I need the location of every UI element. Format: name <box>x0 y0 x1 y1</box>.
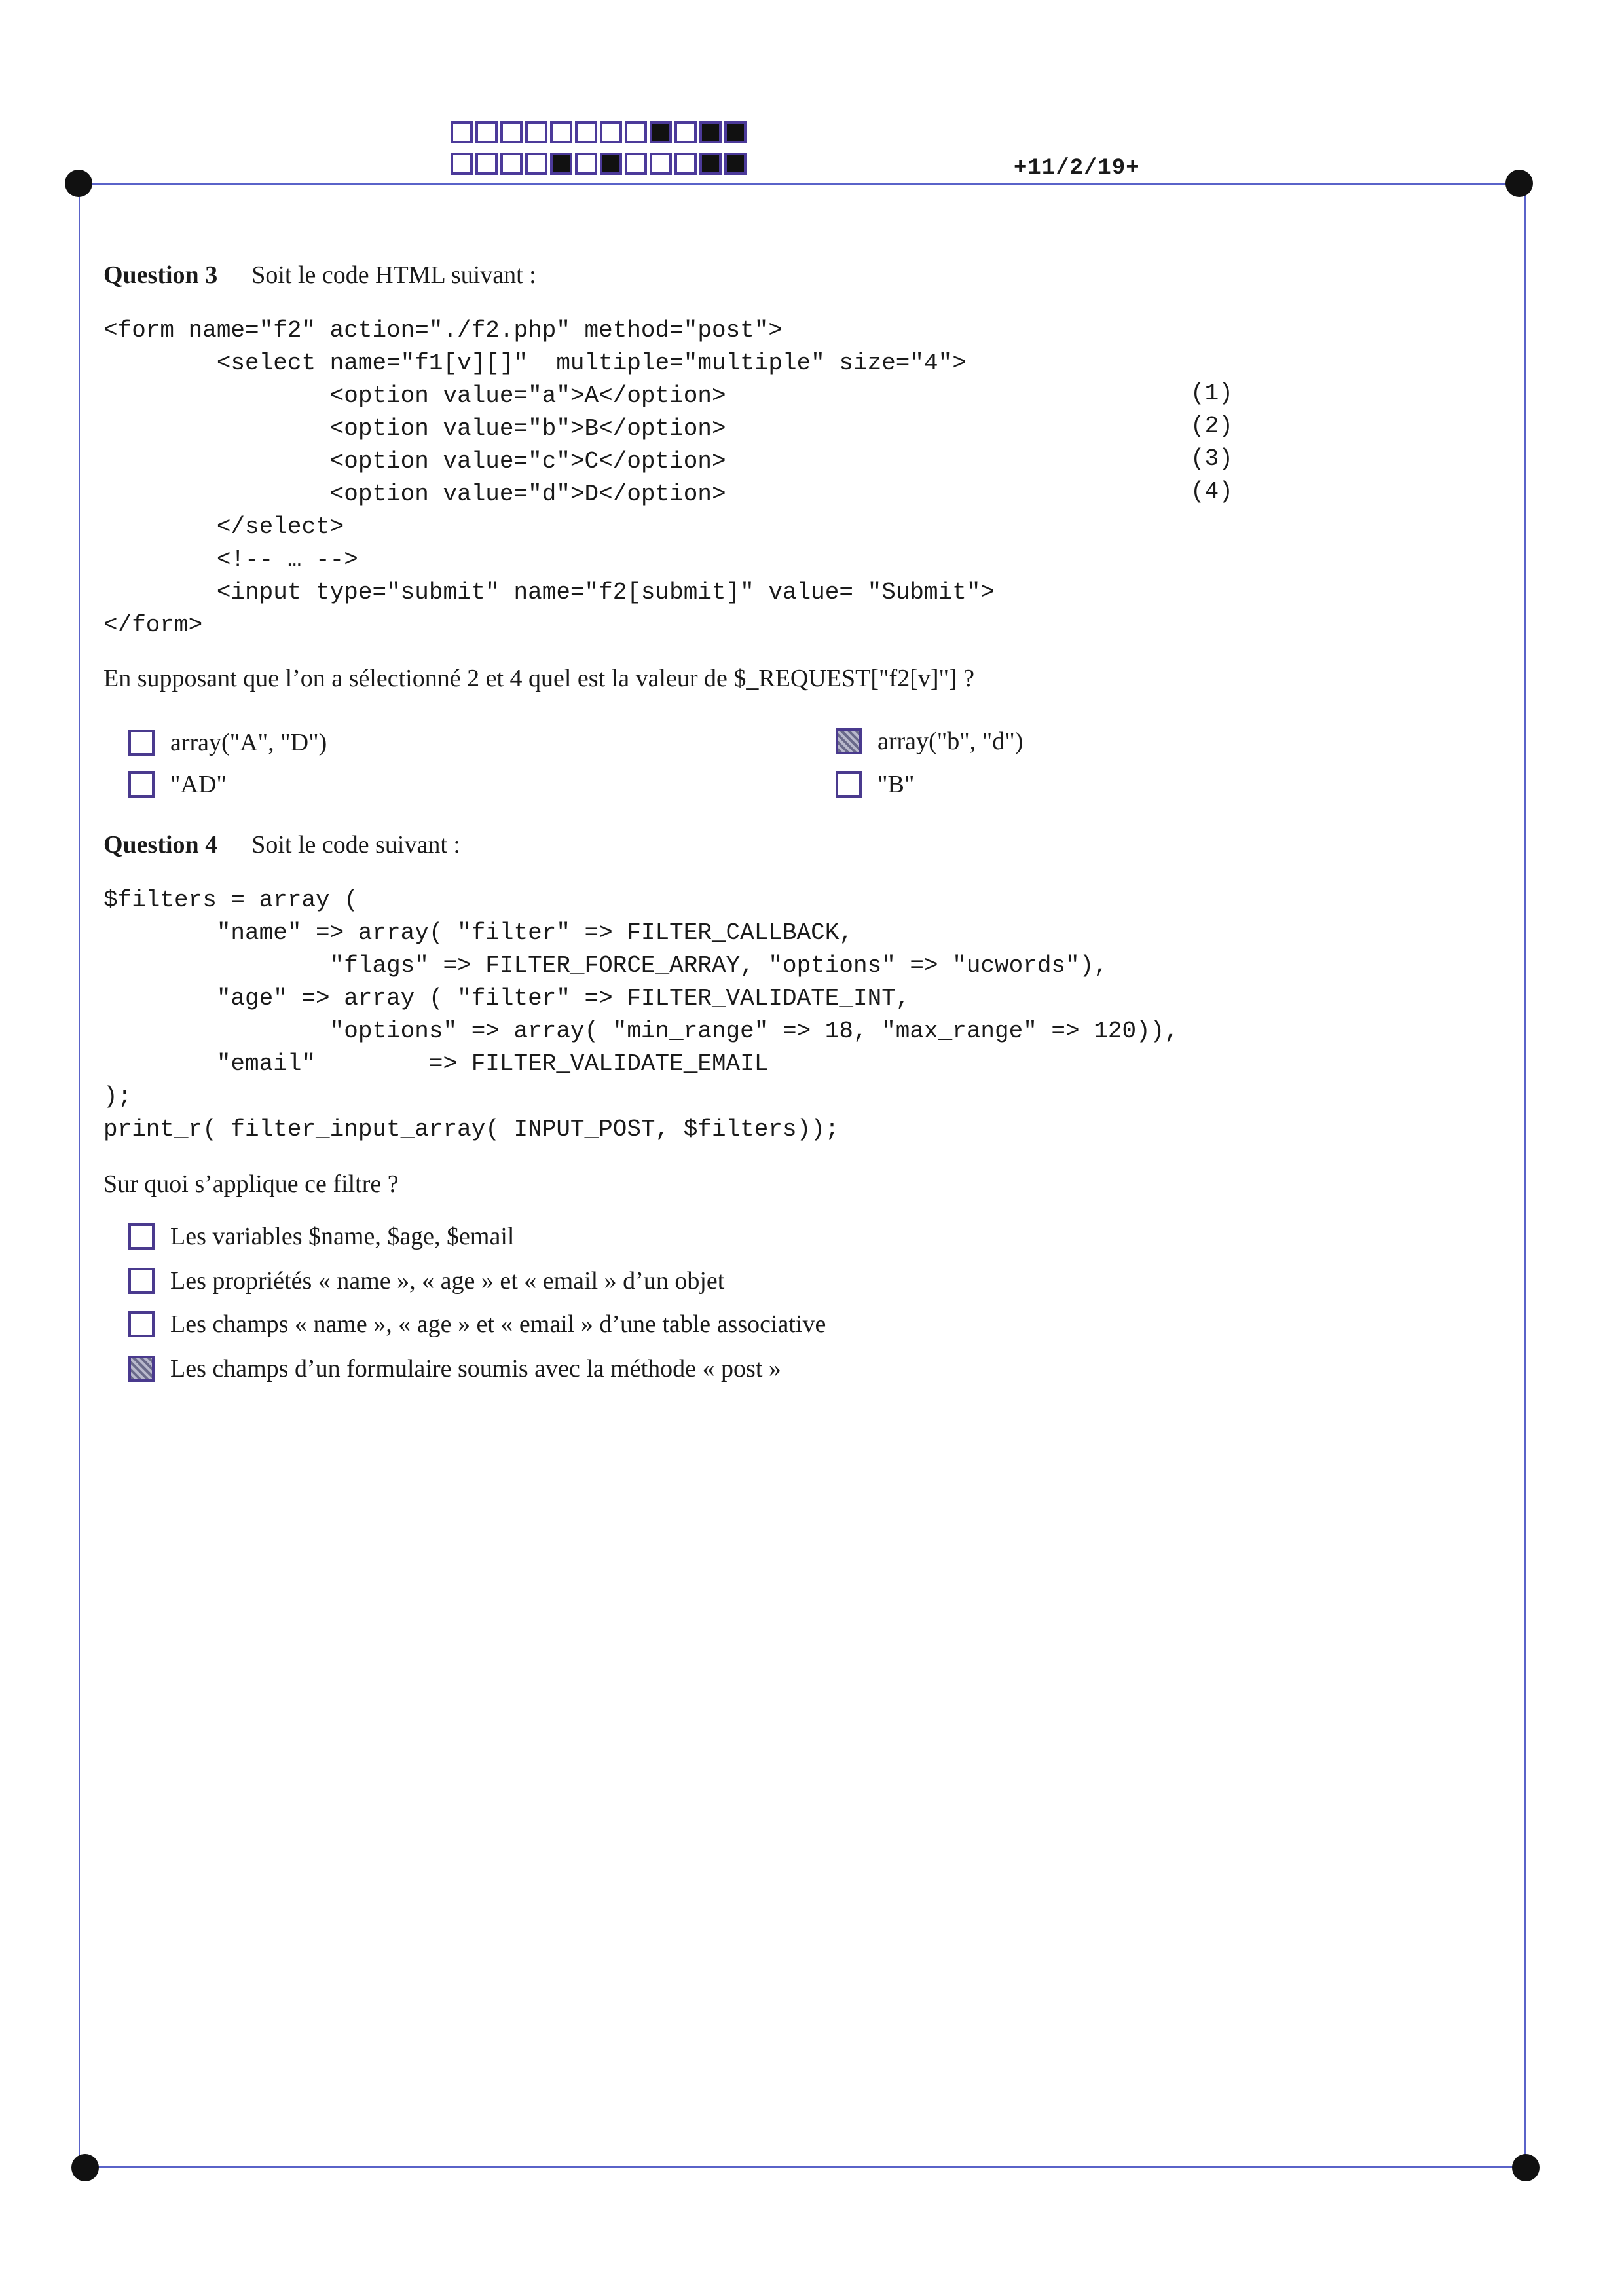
registration-mark-top-right <box>1505 170 1533 197</box>
code-cell <box>625 153 647 175</box>
line-number: (2) <box>1190 413 1233 439</box>
question-number: Question 3 <box>103 261 218 289</box>
registration-mark-bottom-left <box>71 2154 99 2181</box>
answer-label: "B" <box>877 771 915 798</box>
answer-option[interactable] <box>128 1267 724 1295</box>
code-cell <box>451 153 473 175</box>
question-3-code: <form name="f2" action="./f2.php" method="post"> <select name="f1[v][]" multiple="multiple" size="4"> <option value="a">A</option> <option value="b">B</option> <option value="c">C</option> <option value="d">D</option> </select> <!-- … --> <input type="submit" name="f2[submit]" value= "Submit"> </form> <box>103 317 995 639</box>
code-cell <box>525 153 547 175</box>
answer-option[interactable] <box>128 728 327 757</box>
code-cell <box>625 121 647 143</box>
checkbox[interactable] <box>128 1311 155 1337</box>
code-cell <box>724 121 747 143</box>
answer-label: Les champs d’un formulaire soumis avec la méthode « post » <box>170 1355 781 1382</box>
code-cell <box>650 121 672 143</box>
question-4-heading <box>103 830 460 859</box>
question-number: Question 4 <box>103 831 218 859</box>
checkbox[interactable] <box>836 728 862 754</box>
code-cell <box>575 153 597 175</box>
page-code-row-2 <box>451 153 747 175</box>
code-cell <box>650 153 672 175</box>
answer-option[interactable] <box>836 770 914 799</box>
checkbox[interactable] <box>128 1356 155 1382</box>
question-title: Soit le code suivant : <box>251 831 460 859</box>
code-cell <box>674 153 697 175</box>
answer-label: Les propriétés « name », « age » et « email » d’un objet <box>170 1267 725 1295</box>
checkbox[interactable] <box>836 771 862 798</box>
code-cell <box>674 121 697 143</box>
answer-label: array("A", "D") <box>170 729 327 756</box>
code-cell <box>475 153 498 175</box>
page-code-row-1 <box>451 121 747 143</box>
code-cell <box>600 121 622 143</box>
answer-label: "AD" <box>170 771 227 798</box>
code-cell <box>525 121 547 143</box>
registration-mark-top-left <box>65 170 92 197</box>
question-4-code: $filters = array ( "name" => array( "filter" => FILTER_CALLBACK, "flags" => FILTER_FORCE_ARRAY, "options" => "ucwords"), "age" => array ( "filter" => FILTER_VALIDATE_INT, "options" => array( "min_range" => 18, "max_range" => 120)), "email" => FILTER_VALIDATE_EMAIL ); print_r( filter_input_array( INPUT_POST, $filters)); <box>103 887 1179 1143</box>
answer-label: array("b", "d") <box>877 728 1024 755</box>
page-id: +11/2/19+ <box>1014 156 1140 181</box>
answer-option[interactable] <box>128 770 227 799</box>
code-cell <box>600 153 622 175</box>
checkbox[interactable] <box>128 1268 155 1294</box>
code-cell <box>451 121 473 143</box>
checkbox[interactable] <box>128 1223 155 1250</box>
line-number: (3) <box>1190 445 1233 472</box>
question-3-heading <box>103 261 536 289</box>
line-number: (1) <box>1190 380 1233 407</box>
code-cell <box>500 121 523 143</box>
code-cell <box>575 121 597 143</box>
code-cell <box>550 121 572 143</box>
answer-option[interactable] <box>836 727 1023 756</box>
answer-label: Les champs « name », « age » et « email » d’une table associative <box>170 1310 826 1338</box>
answer-option[interactable] <box>128 1222 514 1251</box>
question-title: Soit le code HTML suivant : <box>251 261 536 289</box>
question-4-prompt: Sur quoi s’applique ce filtre ? <box>103 1170 399 1198</box>
answer-option[interactable] <box>128 1310 826 1339</box>
checkbox[interactable] <box>128 730 155 756</box>
code-cell <box>699 153 722 175</box>
registration-mark-bottom-right <box>1512 2154 1540 2181</box>
line-number: (4) <box>1190 478 1233 505</box>
answer-option[interactable] <box>128 1354 781 1383</box>
code-cell <box>500 153 523 175</box>
checkbox[interactable] <box>128 771 155 798</box>
answer-label: Les variables $name, $age, $email <box>170 1223 515 1250</box>
code-cell <box>475 121 498 143</box>
code-cell <box>724 153 747 175</box>
question-3-prompt: En supposant que l’on a sélectionné 2 et 4 quel est la valeur de $_REQUEST["f2[v]"] ? <box>103 665 975 692</box>
code-cell <box>550 153 572 175</box>
code-cell <box>699 121 722 143</box>
